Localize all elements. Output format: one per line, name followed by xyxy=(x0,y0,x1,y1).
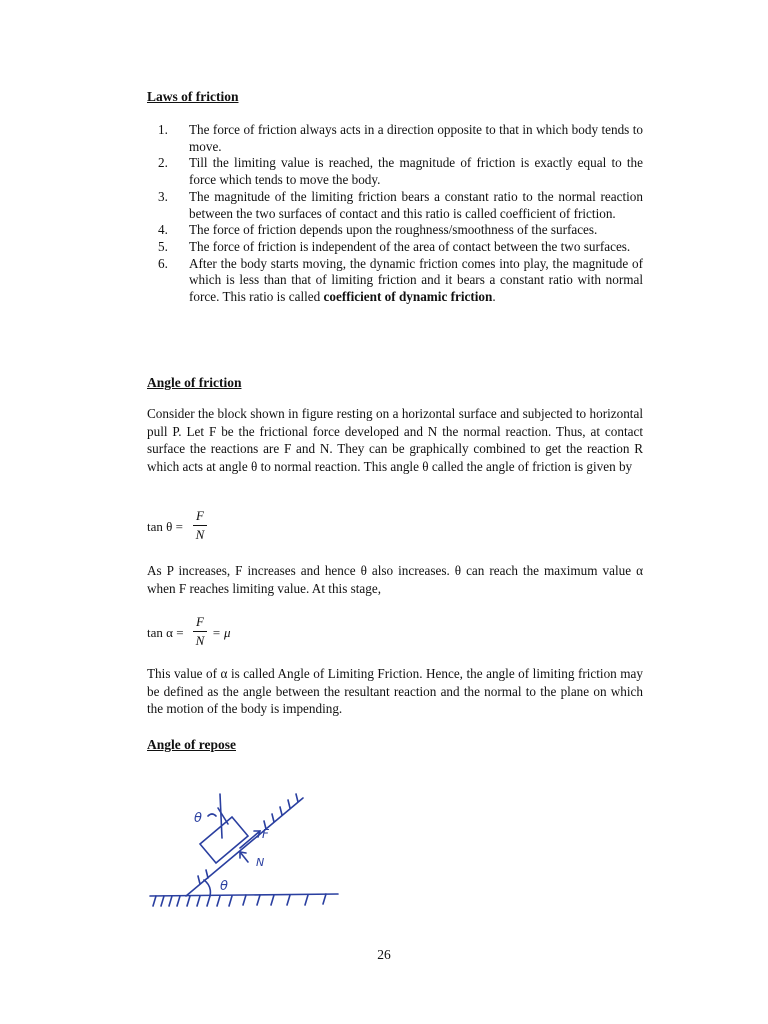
base-angle-arc xyxy=(204,880,210,896)
f-label: F xyxy=(262,827,269,841)
angle-of-repose-figure xyxy=(148,786,348,916)
law-text: The force of friction depends upon the roughness/smoothness of the surfaces. xyxy=(189,222,598,238)
normal-arrow-shaft xyxy=(240,852,248,862)
law-item xyxy=(147,122,643,155)
angle-of-friction-paragraph: Consider the block shown in figure resting on a horizontal surface and subjected to horizontal pull P. Let F be the frictional force developed and N the normal reaction. Thus, at contact surface the reactions are F and N. They can be graphically combined to get the reaction R which acts at angle θ to normal reaction. This angle θ called the angle of friction is given by xyxy=(147,406,643,474)
angle-of-friction-heading: Angle of friction xyxy=(147,375,242,390)
limiting-friction-paragraph: This value of α is called Angle of Limiting Friction. Hence, the angle of limiting friction may be defined as the angle between the resultant reaction and the normal to the plane on which the motion of the body is impending. xyxy=(147,666,643,716)
fraction-denominator: N xyxy=(195,633,205,648)
law-number: 6. xyxy=(158,255,168,271)
law-item xyxy=(147,155,643,188)
fraction xyxy=(193,614,207,649)
law-item xyxy=(147,189,643,222)
law-text-end: . xyxy=(492,289,496,305)
page-number: 26 xyxy=(377,947,391,962)
theta-bottom-label: θ xyxy=(220,879,228,894)
fraction-bar xyxy=(193,631,207,632)
law-item xyxy=(147,239,643,256)
theta-top-label: θ xyxy=(194,811,202,826)
equation-rhs: = μ xyxy=(212,625,231,640)
fraction xyxy=(193,508,207,543)
law-item xyxy=(147,222,643,239)
equation-lhs: tan θ = xyxy=(147,519,183,534)
law-text: After the body starts moving, the dynamic friction comes into play, the magnitude of which is less than that of limiting friction and it bears a constant ratio with normal force. This ratio is called xyxy=(189,255,643,305)
n-label: N xyxy=(256,856,265,869)
fraction-numerator: F xyxy=(196,508,204,523)
laws-of-friction-heading: Laws of friction xyxy=(147,89,239,104)
fraction-numerator: F xyxy=(196,614,204,629)
law-text: The force of friction is independent of the area of contact between the two surfaces. xyxy=(189,238,631,254)
law-number: 1. xyxy=(158,122,168,137)
incline-hatch xyxy=(198,794,298,884)
law-number: 3. xyxy=(158,188,168,204)
top-angle-arc xyxy=(208,814,216,816)
law-number: 5. xyxy=(158,238,168,254)
normal-direction xyxy=(218,808,228,824)
law-bold-term: coefficient of dynamic friction xyxy=(323,289,493,305)
law-number: 4. xyxy=(158,222,168,238)
fraction-bar xyxy=(193,525,207,526)
ground-line xyxy=(150,894,338,896)
laws-list xyxy=(147,122,643,306)
vertical-reference xyxy=(220,794,222,838)
law-text: Till the limiting value is reached, the magnitude of friction is exactly equal to the force which tends to move the body. xyxy=(189,155,643,188)
law-number: 2. xyxy=(158,155,168,171)
paragraph-p-increases: As P increases, F increases and hence θ also increases. θ can reach the maximum value α when F reaches limiting value. At this stage, xyxy=(147,563,643,596)
law-text: The magnitude of the limiting friction bears a constant ratio to the normal reaction between the two surfaces of contact and this ratio is called coefficient of friction. xyxy=(189,188,643,221)
law-item xyxy=(147,256,643,306)
angle-of-repose-heading: Angle of repose xyxy=(147,737,236,752)
law-text: The force of friction always acts in a direction opposite to that in which body tends to move. xyxy=(189,122,643,154)
fraction-denominator: N xyxy=(195,527,205,542)
equation-lhs: tan α = xyxy=(147,625,184,640)
